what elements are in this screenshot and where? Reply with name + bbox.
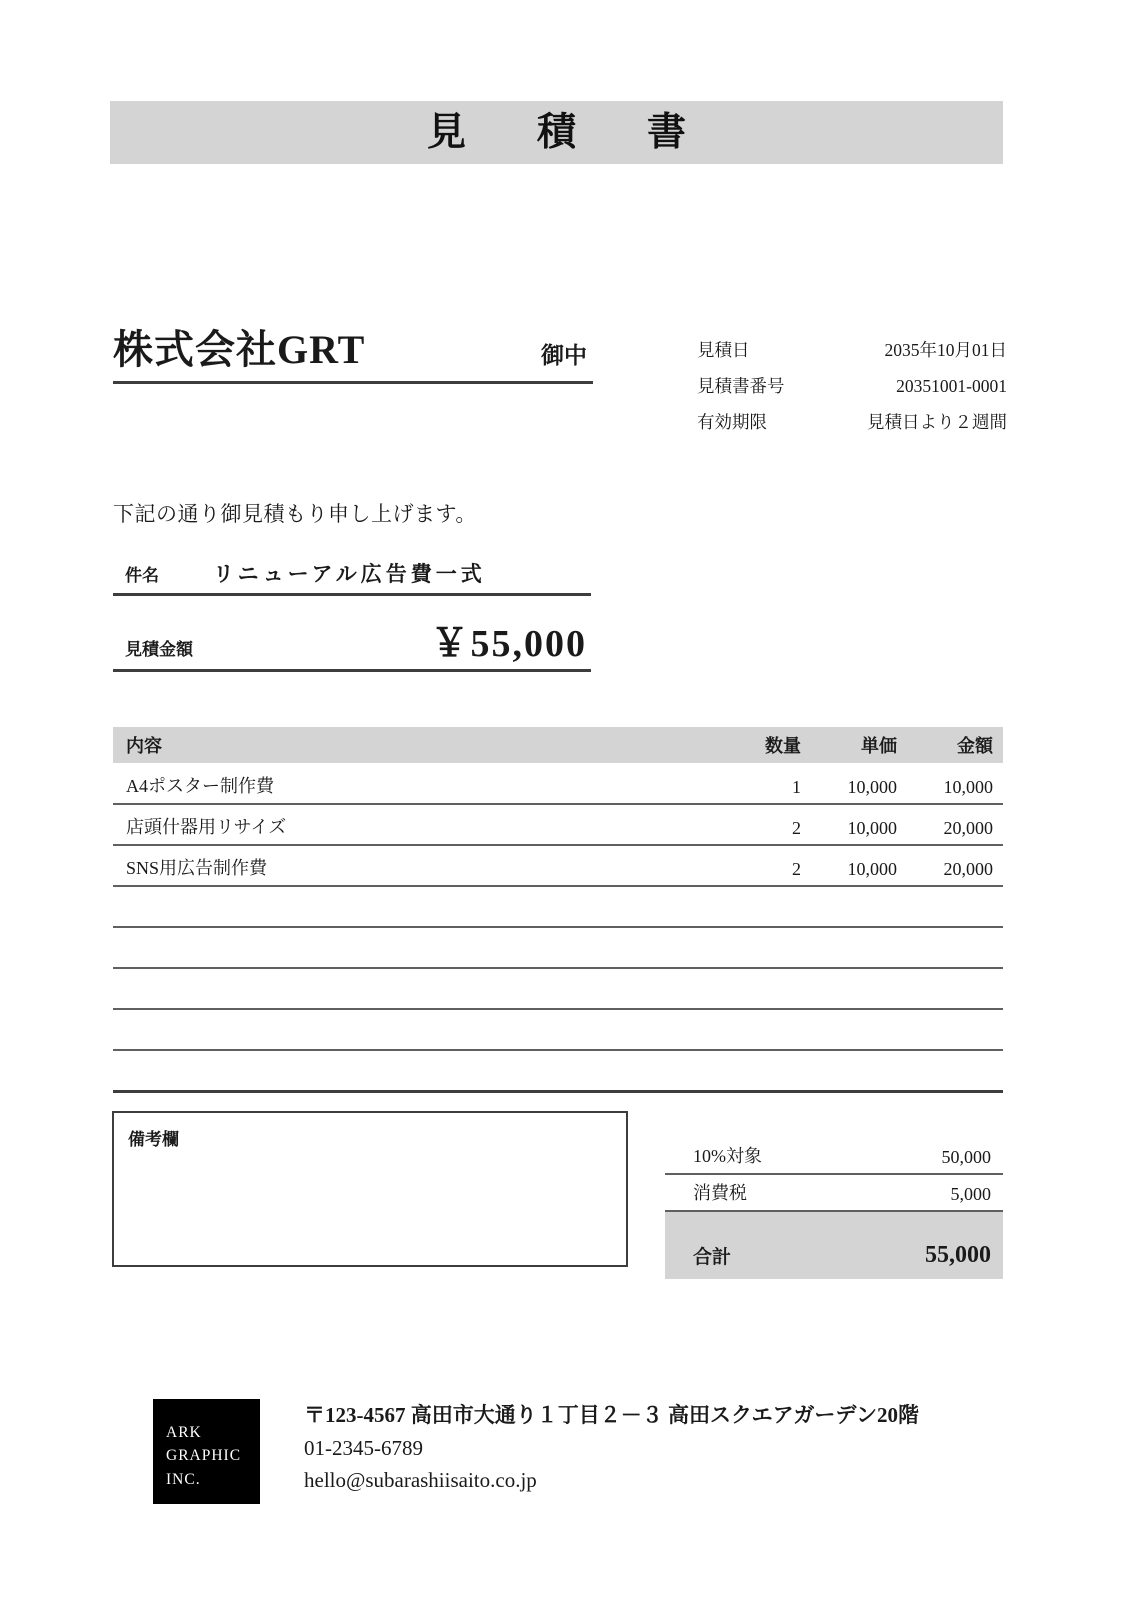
item-quantity: 1 (720, 763, 811, 804)
item-quantity: 2 (720, 804, 811, 845)
meta-label-quote-number: 見積書番号 (697, 376, 785, 396)
meta-value-quote-number: 20351001-0001 (896, 376, 1007, 396)
totals-label-tax: 消費税 (693, 1183, 747, 1203)
quote-amount-value: ￥55,000 (430, 623, 587, 665)
item-quantity (720, 927, 811, 968)
item-unit-price (811, 886, 907, 927)
item-amount (907, 927, 1003, 968)
meta-label-validity: 有効期限 (697, 412, 767, 432)
quotation-meta-block (697, 337, 1007, 445)
items-header-quantity: 数量 (720, 727, 811, 763)
addressee-block (113, 318, 593, 384)
quote-amount-label: 見積金額 (125, 639, 193, 659)
item-description (113, 1009, 720, 1050)
totals-value-taxable: 50,000 (941, 1147, 991, 1167)
item-amount: 10,000 (907, 763, 1003, 804)
table-row (113, 845, 1003, 886)
item-description: 店頭什器用リサイズ (113, 804, 720, 845)
item-description (113, 927, 720, 968)
table-row (113, 886, 1003, 927)
meta-row-validity (697, 409, 1007, 445)
item-amount: 20,000 (907, 845, 1003, 886)
item-amount (907, 886, 1003, 927)
quote-amount-block (113, 625, 591, 672)
item-unit-price: 10,000 (811, 763, 907, 804)
remarks-box[interactable] (112, 1111, 628, 1267)
subject-block (113, 558, 591, 596)
company-address: 〒123-4567 高田市大通り１丁目２－３ 高田スクエアガーデン20階 (304, 1403, 919, 1427)
intro-sentence: 下記の通り御見積もり申し上げます。 (113, 502, 477, 526)
company-contact-info (304, 1399, 919, 1497)
totals-label-taxable: 10%対象 (693, 1146, 762, 1166)
items-header-description: 内容 (113, 727, 720, 763)
item-quantity (720, 968, 811, 1009)
item-quantity (720, 886, 811, 927)
meta-label-issue-date: 見積日 (697, 340, 750, 360)
item-unit-price (811, 1009, 907, 1050)
totals-block (665, 1138, 1003, 1279)
totals-row-tax (665, 1175, 1003, 1212)
table-row (113, 968, 1003, 1009)
table-row (113, 927, 1003, 968)
table-row (113, 1050, 1003, 1091)
totals-value-grand-total: 55,000 (925, 1242, 991, 1268)
company-email: hello@subarashiisaito.co.jp (304, 1468, 537, 1493)
item-amount: 20,000 (907, 804, 1003, 845)
item-description (113, 968, 720, 1009)
logo-line-3: INC. (166, 1470, 201, 1488)
company-phone: 01-2345-6789 (304, 1435, 423, 1460)
logo-line-1: ARK (166, 1424, 202, 1441)
meta-value-validity: 見積日より２週間 (867, 412, 1007, 432)
totals-value-tax: 5,000 (950, 1184, 991, 1204)
meta-value-issue-date: 2035年10月01日 (884, 340, 1007, 360)
logo-line-2: GRAPHIC (166, 1447, 242, 1465)
item-description (113, 886, 720, 927)
item-quantity (720, 1050, 811, 1091)
meta-row-quote-number (697, 373, 1007, 409)
items-header-row (113, 727, 1003, 763)
item-description: SNS用広告制作費 (113, 845, 720, 886)
totals-row-grand-total (665, 1212, 1003, 1279)
meta-row-issue-date (697, 337, 1007, 373)
remarks-label: 備考欄 (128, 1130, 179, 1149)
item-unit-price (811, 927, 907, 968)
subject-label: 件名 (125, 566, 159, 585)
item-description (113, 1050, 720, 1091)
addressee-honorific: 御中 (541, 343, 587, 368)
subject-value: リニューアル広告費一式 (213, 562, 486, 586)
line-items-table (113, 727, 1003, 1093)
page-title: 見 積 書 (426, 111, 702, 154)
item-unit-price (811, 1050, 907, 1091)
item-amount (907, 1009, 1003, 1050)
item-unit-price: 10,000 (811, 804, 907, 845)
totals-label-grand-total: 合計 (693, 1247, 732, 1268)
addressee-company-name: 株式会社GRT (113, 327, 366, 372)
item-unit-price (811, 968, 907, 1009)
items-header-unit-price: 単価 (811, 727, 907, 763)
table-row (113, 804, 1003, 845)
table-row (113, 763, 1003, 804)
item-amount (907, 1050, 1003, 1091)
item-quantity (720, 1009, 811, 1050)
item-unit-price: 10,000 (811, 845, 907, 886)
company-logo (153, 1399, 260, 1504)
totals-row-taxable (665, 1138, 1003, 1175)
items-header-amount: 金額 (907, 727, 1003, 763)
item-description: A4ポスター制作費 (113, 763, 720, 804)
item-amount (907, 968, 1003, 1009)
document-title-banner (110, 101, 1003, 164)
footer-block (153, 1399, 919, 1504)
item-quantity: 2 (720, 845, 811, 886)
table-row (113, 1009, 1003, 1050)
